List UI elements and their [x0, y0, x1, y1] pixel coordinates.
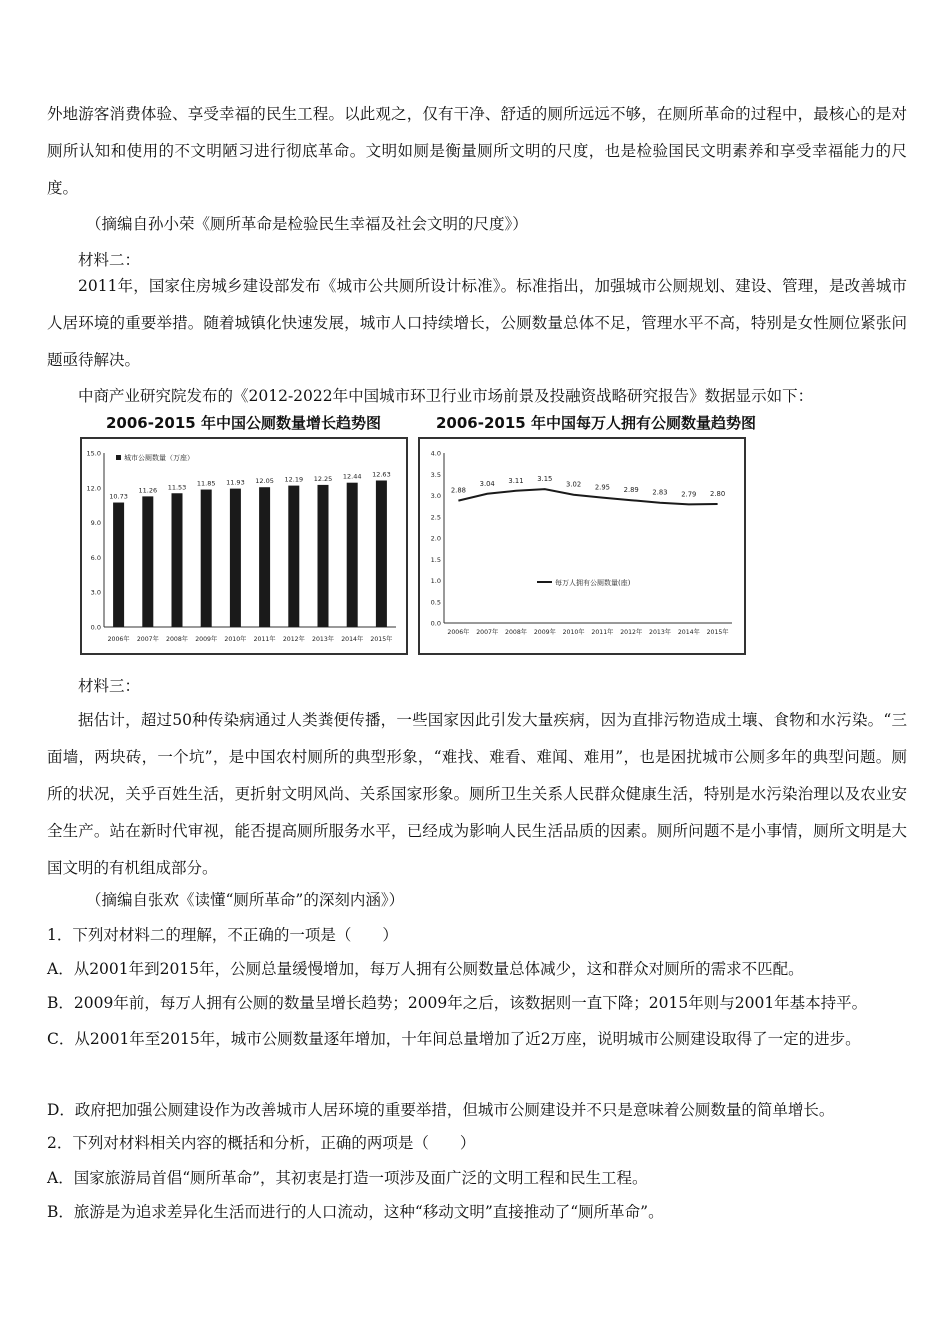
material3-source: （摘编自张欢《读懂“厕所革命”的深刻内涵》）	[86, 891, 405, 909]
y-tick-label: 15.0	[86, 449, 101, 458]
x-tick-label: 2012年	[282, 636, 305, 643]
x-tick-label: 2014年	[341, 636, 364, 643]
y-tick-label: 2.5	[430, 513, 441, 522]
y-tick-label: 0.0	[90, 623, 101, 632]
bar	[172, 493, 183, 627]
y-tick-label: 1.5	[430, 555, 441, 564]
question-1-stem: 1．下列对材料二的理解，不正确的一项是（ ）	[47, 926, 398, 944]
point-value-label: 2.79	[681, 490, 697, 499]
material2-paragraph: 2011年，国家住房城乡建设部发布《城市公共厕所设计标准》。标准指出，加强城市公厕规划、建设、管理，是改善城市人居环境的重要举措。随着城镇化快速发展，城市人口持续增长，公厕数量总体不足，管理水平不高，特别是女性厕位紧张问题亟待解决。	[47, 277, 907, 369]
x-tick-label: 2013年	[649, 629, 671, 636]
x-tick-label: 2008年	[166, 636, 188, 643]
x-tick-label: 2010年	[224, 636, 247, 643]
material2-report-intro: 中商产业研究院发布的《2012-2022年中国城市环卫行业市场前景及投融资战略研究报告》数据显示如下：	[78, 387, 814, 405]
line-chart	[420, 439, 744, 653]
x-tick-label: 2011年	[253, 636, 276, 643]
bar	[259, 487, 270, 627]
bar	[113, 503, 124, 627]
question-2-option-a: A．国家旅游局首倡“厕所革命”，其初衷是打造一项涉及面广泛的文明工程和民生工程。	[47, 1169, 648, 1187]
x-tick-label: 2006年	[107, 636, 130, 643]
point-value-label: 2.95	[594, 483, 610, 492]
x-tick-label: 2009年	[195, 636, 218, 643]
x-tick-label: 2015年	[370, 636, 393, 643]
y-tick-label: 4.0	[430, 449, 441, 458]
x-tick-label: 2010年	[562, 629, 585, 636]
legend-label: 每万人拥有公厕数量(座)	[555, 579, 631, 587]
bar-chart-frame	[80, 437, 408, 655]
question-2-stem: 2．下列对材料相关内容的概括和分析，正确的两项是（ ）	[47, 1134, 476, 1152]
bar-value-label: 12.05	[255, 477, 274, 486]
series-line	[458, 489, 717, 504]
line-chart-title: 2006-2015 年中国每万人拥有公厕数量趋势图	[436, 414, 756, 432]
question-1-option-a: A．从2001年到2015年，公厕总量缓慢增加，每万人拥有公厕数量总体减少，这和群众对厕所的需求不匹配。	[47, 960, 804, 978]
y-tick-label: 6.0	[90, 553, 101, 562]
legend-label: 城市公厕数量（万座）	[124, 454, 194, 462]
y-tick-label: 3.0	[430, 492, 441, 500]
material1-tail-paragraph: 外地游客消费体验、享受幸福的民生工程。以此观之，仅有干净、舒适的厕所远远不够，在厕所革命的过程中，最核心的是对厕所认知和使用的不文明陋习进行彻底革命。文明如厕是衡量厕所文明的尺度，也是检验国民文明素养和享受幸福能力的尺度。	[47, 105, 907, 197]
bar-value-label: 11.85	[196, 479, 216, 488]
bar-value-label: 12.25	[313, 474, 333, 483]
bar-value-label: 11.93	[226, 478, 245, 487]
y-tick-label: 2.0	[430, 534, 441, 543]
line-chart-frame	[418, 437, 746, 655]
y-tick-label: 3.5	[430, 470, 441, 479]
bar-value-label: 10.73	[109, 492, 128, 501]
question-1-option-b: B．2009年前，每万人拥有公厕的数量呈增长趋势；2009年之后，该数据则一直下降；2015年则与2001年基本持平。	[47, 994, 868, 1012]
y-tick-label: 1.0	[430, 577, 441, 585]
y-tick-label: 0.5	[430, 598, 441, 607]
point-value-label: 2.83	[652, 488, 668, 497]
bar	[318, 485, 329, 627]
y-tick-label: 0.0	[430, 619, 441, 628]
bar	[230, 489, 241, 627]
point-value-label: 3.02	[566, 480, 582, 489]
bar	[288, 486, 299, 627]
bar-value-label: 12.44	[342, 472, 362, 481]
x-tick-label: 2006年	[447, 629, 470, 636]
bar	[376, 480, 387, 627]
material1-source: （摘编自孙小荣《厕所革命是检验民生幸福及社会文明的尺度》）	[86, 215, 528, 233]
y-tick-label: 9.0	[90, 519, 101, 528]
bar-value-label: 11.53	[167, 483, 187, 492]
bar	[201, 490, 212, 627]
point-value-label: 3.15	[537, 475, 553, 484]
bar-chart	[82, 439, 406, 653]
material2-heading: 材料二：	[78, 251, 141, 269]
point-value-label: 2.89	[623, 486, 639, 495]
legend-swatch	[116, 455, 121, 460]
x-tick-label: 2013年	[312, 636, 334, 643]
x-tick-label: 2012年	[620, 629, 643, 636]
y-tick-label: 12.0	[86, 484, 101, 493]
question-2-option-b: B．旅游是为追求差异化生活而进行的人口流动，这种“移动文明”直接推动了“厕所革命”。	[47, 1203, 664, 1221]
x-tick-label: 2009年	[533, 629, 556, 636]
x-tick-label: 2014年	[677, 629, 700, 636]
point-value-label: 2.80	[710, 490, 726, 498]
bar	[347, 483, 358, 627]
question-1-option-c: C．从2001年至2015年，城市公厕数量逐年增加，十年间总量增加了近2万座，说明城市公厕建设取得了一定的进步。	[47, 1030, 861, 1048]
x-tick-label: 2007年	[136, 636, 159, 643]
material3-heading: 材料三：	[78, 677, 141, 695]
x-tick-label: 2008年	[505, 629, 527, 636]
bar-value-label: 12.63	[372, 470, 391, 479]
x-tick-label: 2011年	[591, 629, 614, 636]
point-value-label: 3.04	[479, 479, 495, 488]
x-tick-label: 2007年	[476, 629, 499, 636]
bar	[142, 496, 153, 627]
bar-value-label: 12.19	[284, 475, 304, 484]
question-1-option-d: D．政府把加强公厕建设作为改善城市人居环境的重要举措，但城市公厕建设并不只是意味着公厕数量的简单增长。	[47, 1101, 835, 1119]
x-tick-label: 2015年	[706, 629, 729, 636]
point-value-label: 2.88	[450, 486, 466, 495]
y-tick-label: 3.0	[90, 588, 101, 597]
bar-chart-title: 2006-2015 年中国公厕数量增长趋势图	[106, 414, 381, 432]
material3-paragraph: 据估计，超过50种传染病通过人类粪便传播，一些国家因此引发大量疾病，因为直排污物造成土壤、食物和水污染。“三面墙，两块砖，一个坑”，是中国农村厕所的典型形象，“难找、难看、难闻、难用”，也是困扰城市公厕多年的典型问题。厕所的状况，关乎百姓生活，更折射文明风尚、关系国家形象。厕所卫生关系人民群众健康生活，特别是水污染治理以及农业安全生产。站在新时代审视，能否提高厕所服务水平，已经成为影响人民生活品质的因素。厕所问题不是小事情，厕所文明是大国文明的有机组成部分。	[47, 711, 907, 877]
point-value-label: 3.11	[508, 476, 524, 485]
bar-value-label: 11.26	[138, 486, 158, 495]
